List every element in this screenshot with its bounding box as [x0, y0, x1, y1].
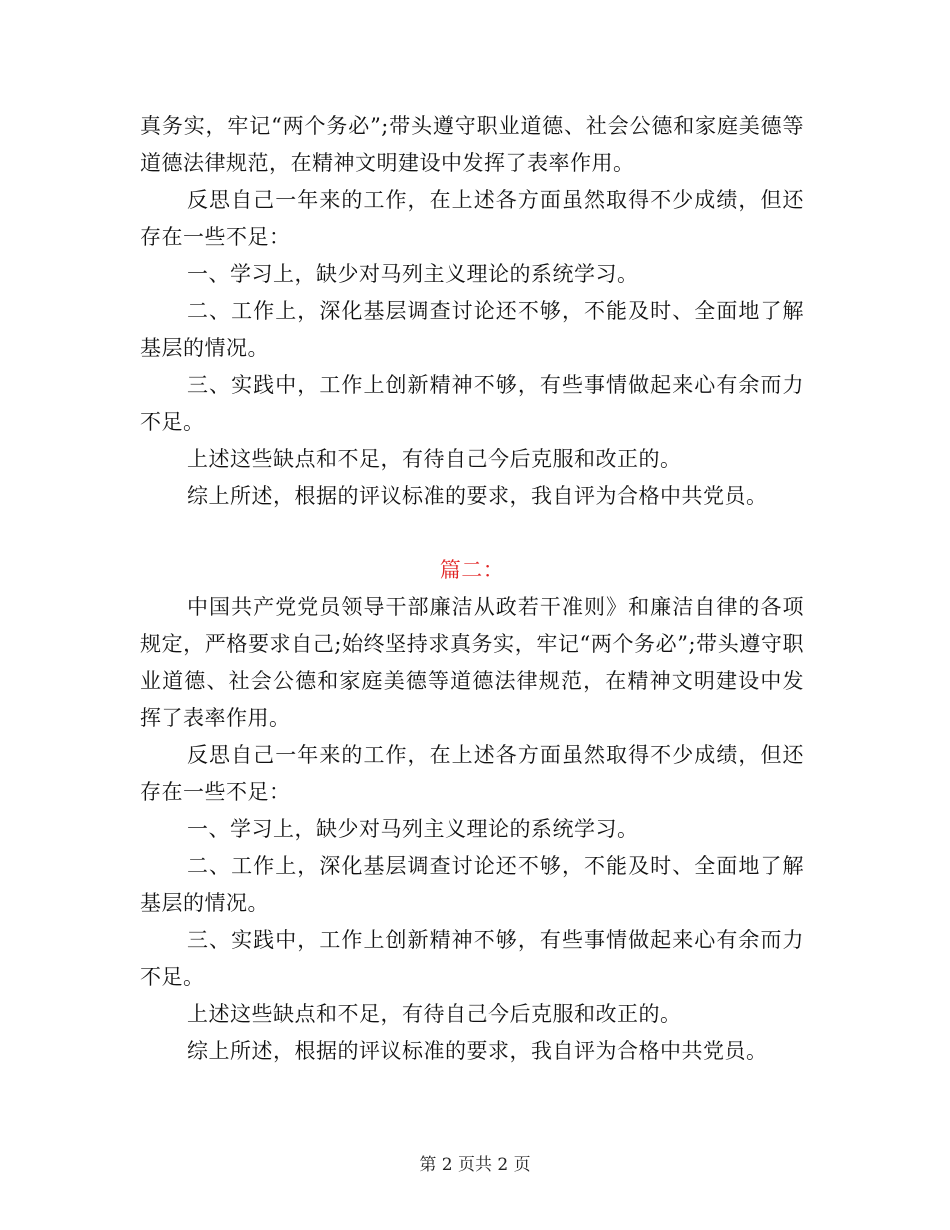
paragraph-continuation: 真务实，牢记“两个务必”;带头遵守职业道德、社会公德和家庭美德等道德法律规范，在精神文明建设中发挥了表率作用。 — [140, 114, 804, 175]
paragraph-conclusion: 综上所述，根据的评议标准的要求，我自评为合格中共党员。 — [187, 1039, 768, 1063]
document-body — [140, 108, 804, 1070]
paragraph-point-2: 二、工作上，深化基层调查讨论还不够，不能及时、全面地了解基层的情况。 — [140, 854, 804, 915]
paragraph-point-3: 三、实践中，工作上创新精神不够，有些事情做起来心有余而力不足。 — [140, 373, 804, 434]
paragraph-point-1: 一、学习上，缺少对马列主义理论的系统学习。 — [187, 262, 639, 286]
paragraph-reflection: 反思自己一年来的工作，在上述各方面虽然取得不少成绩，但还存在一些不足： — [140, 743, 804, 804]
paragraph-point-1: 一、学习上，缺少对马列主义理论的系统学习。 — [187, 817, 639, 841]
section-heading: 篇二： — [439, 558, 505, 582]
paragraph-conclusion: 综上所述，根据的评议标准的要求，我自评为合格中共党员。 — [187, 484, 768, 508]
paragraph-point-2: 二、工作上，深化基层调查讨论还不够，不能及时、全面地了解基层的情况。 — [140, 299, 804, 360]
paragraph-improvement: 上述这些缺点和不足，有待自己今后克服和改正的。 — [187, 447, 682, 471]
paragraph-improvement: 上述这些缺点和不足，有待自己今后克服和改正的。 — [187, 1002, 682, 1026]
page-footer: 第 2 页共 2 页 — [419, 1155, 531, 1175]
paragraph-point-3: 三、实践中，工作上创新精神不够，有些事情做起来心有余而力不足。 — [140, 928, 804, 989]
paragraph-reflection: 反思自己一年来的工作，在上述各方面虽然取得不少成绩，但还存在一些不足： — [140, 188, 804, 249]
paragraph-intro: 中国共产党党员领导干部廉洁从政若干准则》和廉洁自律的各项规定，严格要求自己;始终坚持求真务实，牢记“两个务必”;带头遵守职业道德、社会公德和家庭美德等道德法律规范，在精神文明建设中发挥了表率作用。 — [140, 595, 804, 730]
